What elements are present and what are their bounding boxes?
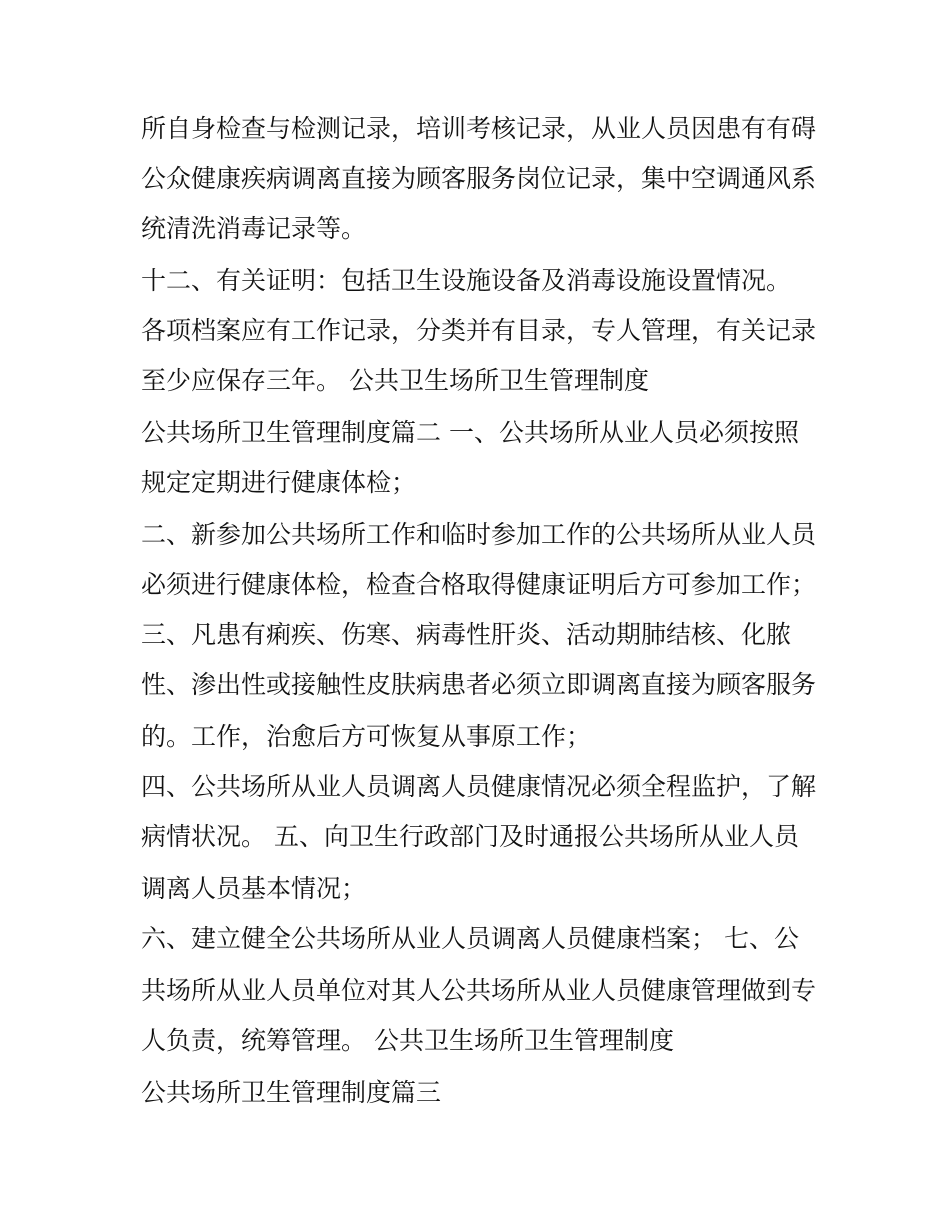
text-line: 公共场所卫生管理制度篇三 (141, 1078, 442, 1107)
text-line: 至少应保存三年。 公共卫生场所卫生管理制度 (141, 366, 649, 395)
text-line: 四、公共场所从业人员调离人员健康情况必须全程监护，了解 (141, 772, 817, 801)
text-line: 公共场所卫生管理制度篇二 一、公共场所从业人员必须按照 (141, 418, 799, 447)
text-line: 二、新参加公共场所工作和临时参加工作的公共场所从业人员 (141, 520, 817, 549)
text-line: 所自身检查与检测记录，培训考核记录，从业人员因患有有碍 (141, 114, 817, 143)
text-line: 三、凡患有痢疾、伤寒、病毒性肝炎、活动期肺结核、化脓 (141, 620, 792, 649)
text-line: 规定定期进行健康体检； (141, 468, 417, 497)
text-line: 必须进行健康体检，检查合格取得健康证明后方可参加工作； (141, 570, 817, 599)
text-line: 调离人员基本情况； (141, 874, 367, 903)
text-line: 统清洗消毒记录等。 (141, 214, 367, 243)
text-line: 十二、有关证明：包括卫生设施设备及消毒设施设置情况。 (141, 266, 792, 295)
text-line: 公众健康疾病调离直接为顾客服务岗位记录，集中空调通风系 (141, 164, 817, 193)
text-line: 六、建立健全公共场所从业人员调离人员健康档案； 七、公 (141, 924, 799, 953)
text-line: 病情状况。 五、向卫生行政部门及时通报公共场所从业人员 (141, 822, 799, 851)
text-line: 人负责，统筹管理。 公共卫生场所卫生管理制度 (141, 1026, 674, 1055)
text-line: 的。工作，治愈后方可恢复从事原工作； (141, 722, 592, 751)
text-line: 共场所从业人员单位对其人公共场所从业人员健康管理做到专 (141, 976, 817, 1005)
text-line: 各项档案应有工作记录，分类并有目录，专人管理，有关记录 (141, 316, 817, 345)
text-line: 性、渗出性或接触性皮肤病患者必须立即调离直接为顾客服务 (141, 670, 817, 699)
